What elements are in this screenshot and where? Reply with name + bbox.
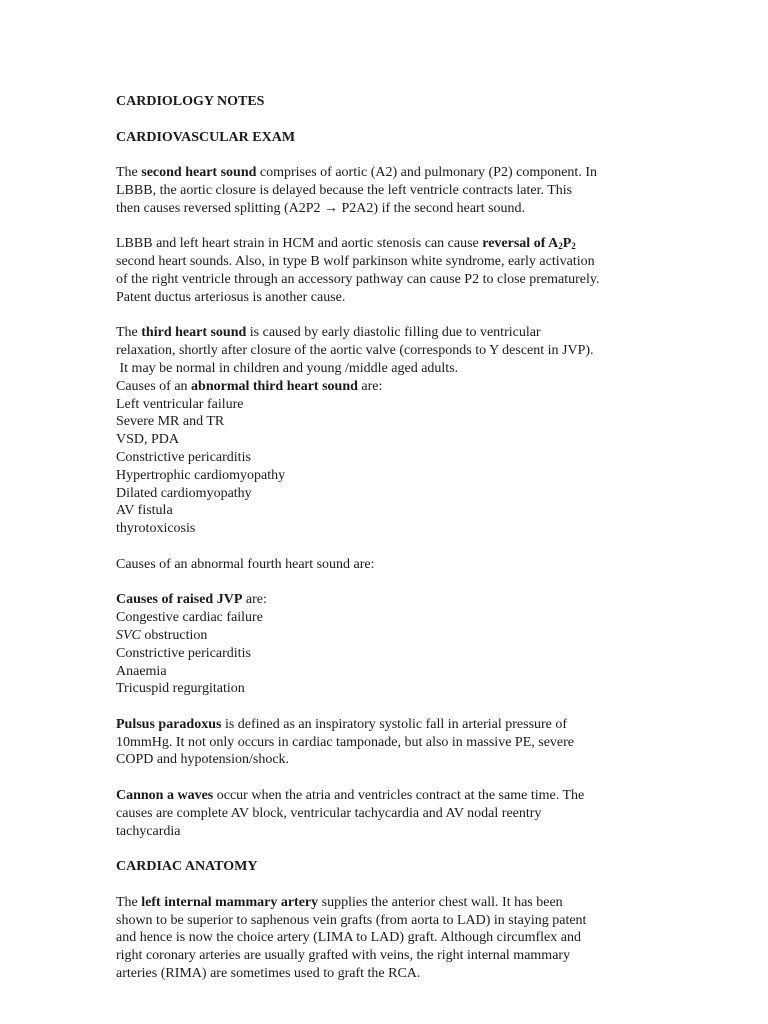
text-line: second heart sounds. Also, in type B wolf parkinson white syndrome, early activation: [116, 254, 595, 270]
text-run: is caused by early diastolic filling due to ventricular: [246, 325, 541, 341]
document-title: CARDIOLOGY NOTES: [116, 94, 265, 109]
text-line: 10mmHg. It not only occurs in cardiac tamponade, but also in massive PE, severe: [116, 734, 575, 750]
text-run: comprises of aortic (A2) and pulmonary (P2) component. In: [256, 165, 597, 181]
text-run: The: [116, 894, 142, 910]
text-run: is defined as an inspiratory systolic fall in arterial pressure of: [221, 716, 568, 732]
text-line: [116, 235, 661, 253]
text-line: COPD and hypotension/shock.: [116, 752, 290, 768]
text-run: P: [562, 236, 572, 252]
bold-term: Pulsus paradoxus: [116, 716, 222, 732]
paragraph-third-heart-sound: [116, 324, 661, 395]
list-item: Left ventricular failure: [116, 396, 244, 412]
section-heading-cardiovascular-exam: CARDIOVASCULAR EXAM: [116, 129, 296, 145]
text-run: Causes of an: [116, 378, 192, 394]
text-line: shown to be superior to saphenous vein grafts (from aorta to LAD) in staying patent: [116, 912, 587, 928]
bold-term: Causes of raised JVP: [116, 592, 243, 608]
bold-term: left internal mammary artery: [141, 894, 319, 910]
text-run: LBBB and left heart strain in HCM and aortic stenosis can cause: [116, 236, 483, 252]
bold-term: Cannon a waves: [116, 788, 214, 804]
paragraph-pulsus-paradoxus: [116, 716, 661, 769]
list-item: Tricuspid regurgitation: [116, 681, 245, 697]
text-line: [116, 894, 661, 912]
list-item: [116, 627, 661, 645]
list-item: Congestive cardiac failure: [116, 610, 263, 626]
bold-term: third heart sound: [141, 325, 247, 341]
subscript: 2: [558, 241, 563, 252]
text-line: [116, 787, 661, 805]
text-run: The: [116, 165, 142, 181]
text-run: supplies the anterior chest wall. It has been: [318, 894, 563, 910]
list-item: AV fistula: [116, 503, 173, 519]
bold-term: second heart sound: [141, 165, 257, 181]
text-line: arteries (RIMA) are sometimes used to graft the RCA.: [116, 966, 421, 982]
text-line: It may be normal in children and young /middle aged adults.: [116, 360, 459, 376]
text-run: are:: [357, 378, 383, 394]
document-page: [116, 93, 661, 983]
list-item: Hypertrophic cardiomyopathy: [116, 467, 286, 483]
list-item: Severe MR and TR: [116, 414, 225, 430]
bold-term: [482, 236, 576, 251]
text-run: are:: [242, 592, 267, 608]
text-line: Patent ductus arteriosus is another cause.: [116, 289, 346, 305]
italic-term: SVC: [116, 627, 141, 643]
text-line: [116, 716, 661, 734]
list-item: Anaemia: [116, 663, 167, 679]
paragraph-cannon-a-waves: [116, 787, 661, 840]
text-run: reversal of A: [482, 236, 559, 252]
paragraph-fourth-heart-sound: Causes of an abnormal fourth heart sound are:: [116, 556, 375, 572]
text-line: tachycardia: [116, 823, 181, 839]
text-line: [116, 591, 661, 609]
text-line: and hence is now the choice artery (LIMA to LAD) graft. Although circumflex and: [116, 930, 581, 946]
text-line: [116, 164, 661, 182]
list-item: Constrictive pericarditis: [116, 449, 251, 465]
list-item: Dilated cardiomyopathy: [116, 485, 252, 501]
list-item: Constrictive pericarditis: [116, 645, 251, 661]
text-line: LBBB, the aortic closure is delayed because the left ventricle contracts later. This: [116, 182, 573, 198]
text-line: causes are complete AV block, ventricular tachycardia and AV nodal reentry: [116, 805, 542, 821]
subscript: 2: [571, 241, 576, 252]
list-s3-causes: [116, 396, 661, 538]
bold-term: abnormal third heart sound: [191, 378, 358, 394]
text-line: relaxation, shortly after closure of the aortic valve (corresponds to Y descent in JVP).: [116, 343, 594, 359]
list-item: VSD, PDA: [116, 432, 180, 448]
section-heading-cardiac-anatomy: CARDIAC ANATOMY: [116, 859, 258, 875]
text-run: obstruction: [140, 627, 208, 643]
text-line: right coronary arteries are usually grafted with veins, the right internal mammary: [116, 948, 571, 964]
paragraph-reversal-a2p2: [116, 235, 661, 306]
text-line: [116, 378, 661, 396]
paragraph-raised-jvp: [116, 591, 661, 698]
text-run: The: [116, 325, 142, 341]
text-run: occur when the atria and ventricles contract at the same time. The: [213, 788, 585, 804]
text-line: then causes reversed splitting (A2P2 → P2A2) if the second heart sound.: [116, 200, 526, 216]
list-item: thyrotoxicosis: [116, 521, 196, 537]
text-line: of the right ventricle through an accessory pathway can cause P2 to close prematurely.: [116, 271, 600, 287]
paragraph-second-heart-sound: [116, 164, 661, 217]
text-line: [116, 324, 661, 342]
paragraph-left-internal-mammary-artery: [116, 894, 661, 983]
